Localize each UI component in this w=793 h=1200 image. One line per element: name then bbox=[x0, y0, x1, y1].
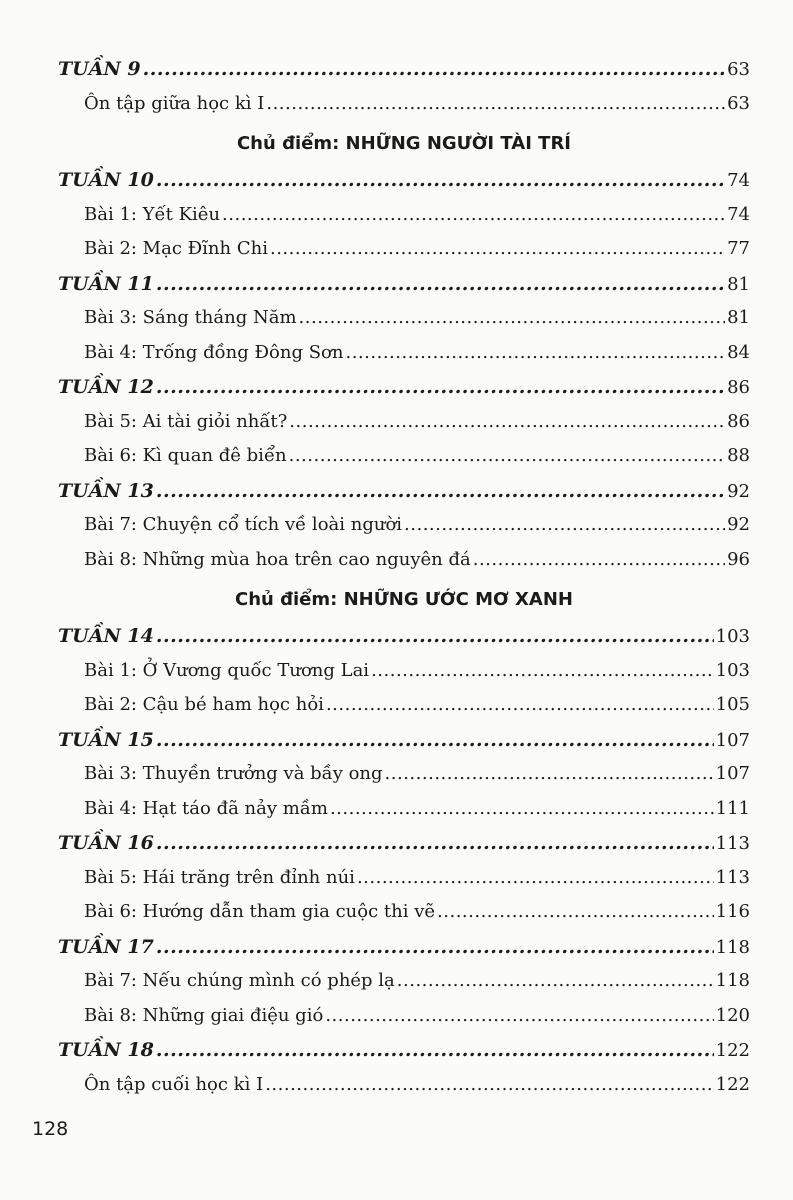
toc-entry-title: Bài 4: Trống đồng Đông Sơn bbox=[84, 341, 344, 363]
toc-entry-title: Bài 2: Cậu bé ham học hỏi bbox=[84, 694, 324, 715]
toc-lesson-row[interactable] bbox=[58, 895, 750, 930]
toc-entry-title: Bài 7: Nếu chúng mình có phép lạ bbox=[84, 970, 395, 991]
dot-leader bbox=[289, 405, 725, 440]
toc-page-number: 81 bbox=[727, 307, 750, 328]
toc-page-number: 118 bbox=[715, 970, 750, 991]
dot-leader bbox=[222, 198, 725, 233]
dot-leader bbox=[289, 439, 725, 474]
toc-lesson-row[interactable] bbox=[58, 405, 750, 440]
toc-page-number: 103 bbox=[715, 659, 750, 681]
toc-lesson-row[interactable] bbox=[58, 543, 750, 578]
dot-leader bbox=[357, 861, 714, 896]
toc-lesson-row[interactable] bbox=[58, 757, 750, 792]
toc-week-row[interactable] bbox=[58, 163, 750, 198]
toc-page-number: 63 bbox=[727, 59, 750, 80]
toc-lesson-row[interactable] bbox=[58, 232, 750, 267]
toc-entry-title: Bài 2: Mạc Đĩnh Chi bbox=[84, 238, 268, 259]
toc-lesson-row[interactable] bbox=[58, 861, 750, 896]
toc-entry-title: Bài 5: Ai tài giỏi nhất? bbox=[84, 410, 288, 432]
dot-leader bbox=[325, 999, 713, 1034]
dot-leader bbox=[265, 1068, 713, 1103]
toc-page-number: 96 bbox=[727, 548, 750, 570]
toc-lesson-row[interactable] bbox=[58, 654, 750, 689]
toc-entry-title: TUẦN 9 bbox=[58, 58, 141, 80]
toc-entry-title: Ôn tập giữa học kì I bbox=[84, 92, 265, 114]
dot-leader bbox=[270, 232, 725, 267]
dot-leader bbox=[437, 895, 714, 930]
toc-page-number: 77 bbox=[727, 238, 750, 259]
toc-entry-title: Bài 6: Kì quan đê biển bbox=[84, 445, 287, 466]
toc-entry-title: Bài 8: Những mùa hoa trên cao nguyên đá bbox=[84, 548, 471, 570]
toc-page-number: 84 bbox=[727, 341, 750, 363]
toc-lesson-row[interactable] bbox=[58, 87, 750, 122]
toc-page-number: 111 bbox=[715, 797, 750, 819]
toc-entry-title: TUẦN 18 bbox=[58, 1039, 154, 1061]
toc-week-row[interactable] bbox=[58, 52, 750, 87]
toc-entry-title: Bài 6: Hướng dẫn tham gia cuộc thi vẽ bbox=[84, 901, 436, 922]
toc-entry-title: Bài 3: Sáng tháng Năm bbox=[84, 307, 297, 328]
dot-leader bbox=[156, 619, 714, 654]
toc-page-number: 105 bbox=[715, 694, 750, 715]
toc-entry-title: TUẦN 11 bbox=[58, 272, 154, 295]
toc-page-number: 92 bbox=[727, 480, 750, 502]
toc-page-number: 122 bbox=[715, 1073, 750, 1095]
toc-entry-title: Bài 1: Ở Vương quốc Tương Lai bbox=[84, 659, 370, 681]
toc-lesson-row[interactable] bbox=[58, 792, 750, 827]
dot-leader bbox=[156, 1033, 714, 1068]
toc-lesson-row[interactable] bbox=[58, 301, 750, 336]
toc-page-number: 103 bbox=[715, 626, 750, 647]
dot-leader bbox=[156, 163, 725, 198]
dot-leader bbox=[330, 792, 714, 827]
toc-entry-title: TUẦN 12 bbox=[58, 376, 154, 398]
toc-lesson-row[interactable] bbox=[58, 336, 750, 371]
toc-entry-title: Bài 7: Chuyện cổ tích về loài người bbox=[84, 514, 403, 535]
toc-entry-title: TUẦN 14 bbox=[58, 625, 154, 647]
dot-leader bbox=[385, 757, 714, 792]
toc-lesson-row[interactable] bbox=[58, 1068, 750, 1103]
toc-week-row[interactable] bbox=[58, 930, 750, 965]
toc-page-number: 88 bbox=[727, 445, 750, 466]
toc-page-number: 63 bbox=[727, 92, 750, 114]
dot-leader bbox=[143, 52, 725, 87]
toc-entry-title: Bài 5: Hái trăng trên đỉnh núi bbox=[84, 866, 355, 888]
dot-leader bbox=[156, 723, 714, 758]
toc-lesson-row[interactable] bbox=[58, 198, 750, 233]
toc-entry-title: Bài 4: Hạt táo đã nảy mầm bbox=[84, 797, 328, 819]
dot-leader bbox=[156, 267, 725, 302]
toc-page-number: 113 bbox=[715, 866, 750, 888]
section-heading: Chủ điểm: NHỮNG NGƯỜI TÀI TRÍ bbox=[236, 133, 572, 154]
toc-entry-title: TUẦN 17 bbox=[58, 935, 154, 958]
toc-entry-title: Ôn tập cuối học kì I bbox=[84, 1073, 264, 1095]
dot-leader bbox=[371, 654, 714, 689]
toc-lesson-row[interactable] bbox=[58, 688, 750, 723]
toc-week-row[interactable] bbox=[58, 370, 750, 405]
dot-leader bbox=[156, 370, 725, 405]
toc-page-number: 116 bbox=[715, 901, 750, 922]
dot-leader bbox=[156, 474, 725, 509]
toc-page-number: 74 bbox=[727, 203, 750, 225]
table-of-contents bbox=[58, 52, 750, 1102]
toc-lesson-row[interactable] bbox=[58, 439, 750, 474]
toc-lesson-row[interactable] bbox=[58, 999, 750, 1034]
toc-page-number: 86 bbox=[727, 410, 750, 432]
toc-week-row[interactable] bbox=[58, 619, 750, 654]
dot-leader bbox=[266, 87, 725, 122]
toc-page-number: 86 bbox=[727, 377, 750, 398]
dot-leader bbox=[345, 336, 725, 371]
toc-page-number: 107 bbox=[715, 729, 750, 751]
dot-leader bbox=[299, 301, 726, 336]
section-heading: Chủ điểm: NHỮNG ƯỚC MƠ XANH bbox=[235, 589, 573, 610]
toc-page-number: 113 bbox=[715, 833, 750, 854]
toc-week-row[interactable] bbox=[58, 826, 750, 861]
dot-leader bbox=[326, 688, 714, 723]
dot-leader bbox=[397, 964, 714, 999]
page-number: 128 bbox=[32, 1118, 69, 1140]
toc-entry-title: TUẦN 13 bbox=[58, 479, 154, 502]
toc-page-number: 92 bbox=[727, 514, 750, 535]
dot-leader bbox=[156, 930, 714, 965]
toc-lesson-row[interactable] bbox=[58, 964, 750, 999]
toc-entry-title: Bài 1: Yết Kiêu bbox=[84, 203, 221, 225]
dot-leader bbox=[156, 826, 714, 861]
toc-week-row[interactable] bbox=[58, 1033, 750, 1068]
toc-page-number: 107 bbox=[715, 763, 750, 784]
toc-page-number: 74 bbox=[727, 170, 750, 191]
dot-leader bbox=[473, 543, 725, 578]
toc-entry-title: Bài 8: Những giai điệu gió bbox=[84, 1004, 324, 1026]
toc-page-number: 122 bbox=[715, 1040, 750, 1061]
toc-week-row[interactable] bbox=[58, 474, 750, 509]
toc-page-number: 118 bbox=[715, 936, 750, 958]
toc-week-row[interactable] bbox=[58, 723, 750, 758]
toc-week-row[interactable] bbox=[58, 267, 750, 302]
toc-entry-title: TUẦN 16 bbox=[58, 832, 154, 854]
toc-entry-title: TUẦN 15 bbox=[58, 728, 154, 751]
toc-lesson-row[interactable] bbox=[58, 508, 750, 543]
toc-page-number: 81 bbox=[727, 273, 750, 295]
dot-leader bbox=[404, 508, 725, 543]
toc-entry-title: TUẦN 10 bbox=[58, 169, 154, 191]
toc-page-number: 120 bbox=[715, 1004, 750, 1026]
toc-entry-title: Bài 3: Thuyền trưởng và bầy ong bbox=[84, 763, 383, 784]
